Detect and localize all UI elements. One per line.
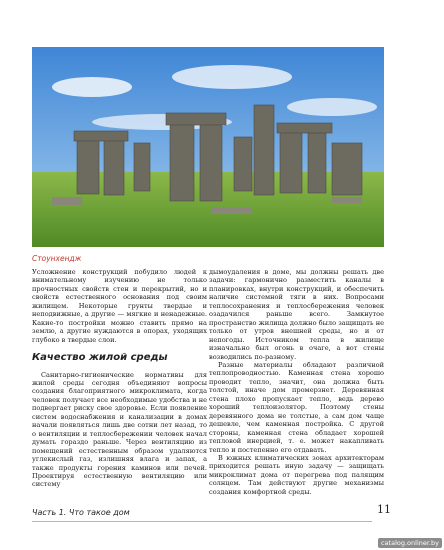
- left-paragraph-1: Усложнение конструкций побудило людей к внимательному изучению не только прочностных свойств стен и перекрытий, но и свойств естественного основания под своим жилищем. Некоторые грунты твердые и неподвижные, а другие — мягкие и ненадежные. Какие-то постройки можно ставить прямо на землю, а другие нуждаются в опорах, уходящих глубоко в твердые слои.: [32, 268, 207, 344]
- page-number: 11: [377, 503, 391, 516]
- footer-divider: [32, 521, 372, 522]
- left-paragraph-2: Санитарно-гигиенические нормативы для жилой среды сегодня объединяют вопросы создания благоприятного микроклимата, когда человек получает все необходимые удобства и не подвергает риску свое здоровье. Если появление систем водоснабжения и канализации в домах начали появляться лишь две сотни лет назад, то о вентиляции и теплосбережении человек начал думать гораздо раньше. Через вентиляцию из помещений естественным образом удаляются углекислый газ, излишняя влага и запах, а также продукты горения каминов или печей. Проектируя естественную вентиляцию или систему: [32, 370, 207, 489]
- stonehenge-photo: [32, 47, 384, 247]
- right-paragraph-2: Разные материалы обладают различной теплопроводностью. Каменная стена хорошо проводит тепло, значит, она должна быть толстой, иначе дом промерзнет. Деревянная стена плохо пропускает тепло, ведь дерево хороший теплоизолятор. Поэтому стены деревянного дома не толстые, а сам дом чаще дешевле, чем каменная постройка. С другой стороны, каменная стена обладает хорошей тепловой инерцией, т. е. может накапливать тепло и постепенно его отдавать.: [209, 360, 384, 454]
- watermark: catalog.onliner.by: [378, 538, 442, 548]
- right-paragraph-1: дымоудаления в доме, мы должны решать две задачи: гармонично разместить каналы в планировках, внутри конструкций, и обеспечить наличие системной тяги в них. Вопросами теплосохранения и теплосбережения человек озадачился раньше всего. Замкнутое пространство жилища должно было защищать не только от утров внешней среды, но и от непогоды. Источником тепла в жилище изначально был огонь в очаге, а вот стены возводились по-разному.: [209, 268, 384, 361]
- left-column: [32, 268, 207, 489]
- footer-section-title: Часть 1. Что такое дом: [32, 508, 130, 517]
- section-heading: Качество жилой среды: [32, 352, 168, 364]
- photo-caption: Стоунхендж: [32, 254, 82, 263]
- right-column: [209, 268, 384, 496]
- right-paragraph-3: В южных климатических зонах архитекторам приходится решать иную задачу — защищать микроклимат дома от перегрева под палящим солнцем. Там действуют другие механизмы создания комфортной среды.: [209, 453, 384, 496]
- stonehenge-image: [32, 47, 384, 247]
